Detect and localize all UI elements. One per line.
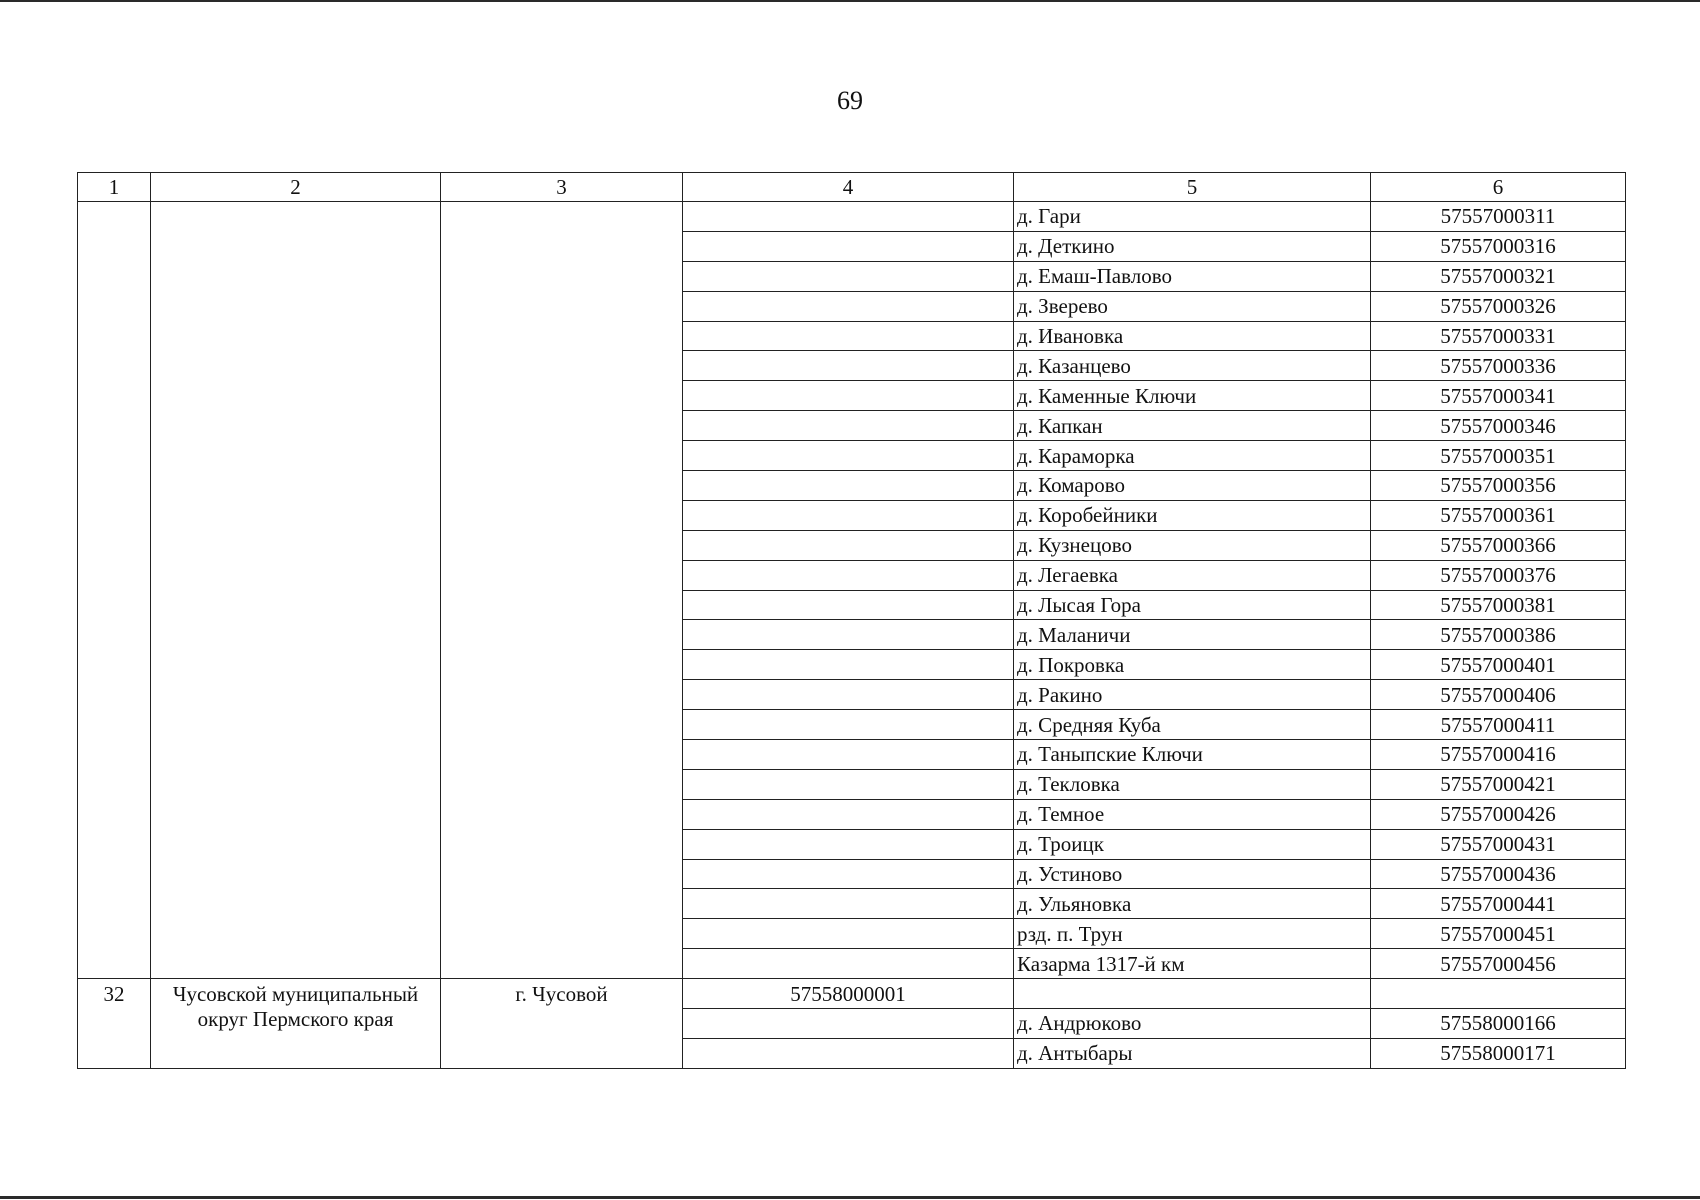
settlement-name: д. Ульяновка — [1014, 889, 1371, 919]
oktmo-center-cell — [683, 740, 1014, 770]
continued-col-2 — [151, 202, 441, 979]
district-center-code: 57558000001 — [683, 979, 1014, 1009]
settlement-name: д. Текловка — [1014, 769, 1371, 799]
settlement-name: д. Гари — [1014, 202, 1371, 232]
continued-col-3 — [441, 202, 683, 979]
settlement-code: 57557000316 — [1371, 231, 1626, 261]
settlement-name: д. Легаевка — [1014, 560, 1371, 590]
settlement-name: д. Каменные Ключи — [1014, 381, 1371, 411]
oktmo-center-cell — [683, 1038, 1014, 1068]
header-col-5: 5 — [1014, 173, 1371, 202]
header-col-1: 1 — [78, 173, 151, 202]
settlement-code: 57557000436 — [1371, 859, 1626, 889]
settlement-name: д. Троицк — [1014, 829, 1371, 859]
district-number: 32 — [78, 979, 151, 1069]
district-center: г. Чусовой — [441, 979, 683, 1069]
header-col-4: 4 — [683, 173, 1014, 202]
settlement-code: 57557000456 — [1371, 949, 1626, 979]
settlement-code: 57557000361 — [1371, 500, 1626, 530]
settlement-name — [1014, 979, 1371, 1009]
settlement-code: 57557000366 — [1371, 530, 1626, 560]
settlement-name: д. Андрюково — [1014, 1009, 1371, 1039]
oktmo-center-cell — [683, 590, 1014, 620]
settlement-code — [1371, 979, 1626, 1009]
settlement-name: д. Ивановка — [1014, 321, 1371, 351]
settlement-code: 57557000416 — [1371, 740, 1626, 770]
settlement-code: 57557000381 — [1371, 590, 1626, 620]
settlement-code: 57557000356 — [1371, 471, 1626, 501]
settlement-name: д. Капкан — [1014, 411, 1371, 441]
settlement-code: 57557000401 — [1371, 650, 1626, 680]
oktmo-center-cell — [683, 620, 1014, 650]
settlement-code: 57557000331 — [1371, 321, 1626, 351]
oktmo-center-cell — [683, 560, 1014, 590]
settlement-code: 57557000431 — [1371, 829, 1626, 859]
scan-edge-bottom — [0, 1196, 1700, 1199]
settlement-code: 57558000166 — [1371, 1009, 1626, 1039]
oktmo-center-cell — [683, 919, 1014, 949]
oktmo-center-cell — [683, 769, 1014, 799]
settlement-code: 57558000171 — [1371, 1038, 1626, 1068]
settlement-code: 57557000321 — [1371, 261, 1626, 291]
table-body — [78, 202, 1626, 1069]
oktmo-center-cell — [683, 680, 1014, 710]
header-col-3: 3 — [441, 173, 683, 202]
table-row — [78, 202, 1626, 232]
settlement-name: д. Таныпские Ключи — [1014, 740, 1371, 770]
settlement-name: д. Емаш-Павлово — [1014, 261, 1371, 291]
scan-edge-top — [0, 0, 1700, 2]
settlement-name: д. Деткино — [1014, 231, 1371, 261]
settlement-code: 57557000336 — [1371, 351, 1626, 381]
oktmo-center-cell — [683, 411, 1014, 441]
oktmo-center-cell — [683, 710, 1014, 740]
settlement-name: д. Покровка — [1014, 650, 1371, 680]
settlement-name: Казарма 1317-й км — [1014, 949, 1371, 979]
oktmo-center-cell — [683, 949, 1014, 979]
oktmo-center-cell — [683, 321, 1014, 351]
settlement-name: д. Средняя Куба — [1014, 710, 1371, 740]
settlement-name: д. Темное — [1014, 799, 1371, 829]
settlement-code: 57557000386 — [1371, 620, 1626, 650]
oktmo-center-cell — [683, 829, 1014, 859]
settlement-name: рзд. п. Трун — [1014, 919, 1371, 949]
oktmo-center-cell — [683, 799, 1014, 829]
oktmo-center-cell — [683, 471, 1014, 501]
settlement-code: 57557000411 — [1371, 710, 1626, 740]
district-name: Чусовской муниципальный округ Пермского края — [151, 979, 441, 1069]
settlement-code: 57557000311 — [1371, 202, 1626, 232]
oktmo-center-cell — [683, 859, 1014, 889]
oktmo-center-cell — [683, 231, 1014, 261]
settlement-code: 57557000341 — [1371, 381, 1626, 411]
settlement-code: 57557000376 — [1371, 560, 1626, 590]
settlement-name: д. Антыбары — [1014, 1038, 1371, 1068]
settlement-register-table — [77, 172, 1626, 1069]
oktmo-center-cell — [683, 1009, 1014, 1039]
oktmo-center-cell — [683, 202, 1014, 232]
settlement-name: д. Коробейники — [1014, 500, 1371, 530]
oktmo-center-cell — [683, 351, 1014, 381]
settlement-code: 57557000346 — [1371, 411, 1626, 441]
settlement-code: 57557000421 — [1371, 769, 1626, 799]
oktmo-center-cell — [683, 530, 1014, 560]
oktmo-center-cell — [683, 261, 1014, 291]
settlement-code: 57557000441 — [1371, 889, 1626, 919]
oktmo-center-cell — [683, 650, 1014, 680]
settlement-name: д. Кузнецово — [1014, 530, 1371, 560]
settlement-name: д. Казанцево — [1014, 351, 1371, 381]
settlement-code: 57557000351 — [1371, 441, 1626, 471]
settlement-name: д. Лысая Гора — [1014, 590, 1371, 620]
settlement-name: д. Маланичи — [1014, 620, 1371, 650]
settlement-code: 57557000451 — [1371, 919, 1626, 949]
settlement-name: д. Устиново — [1014, 859, 1371, 889]
settlement-name: д. Караморка — [1014, 441, 1371, 471]
oktmo-center-cell — [683, 500, 1014, 530]
header-row — [78, 173, 1626, 202]
page-number: 69 — [837, 86, 863, 115]
header-col-2: 2 — [151, 173, 441, 202]
settlement-code: 57557000426 — [1371, 799, 1626, 829]
settlement-name: д. Зверево — [1014, 291, 1371, 321]
oktmo-center-cell — [683, 889, 1014, 919]
settlement-name: д. Ракино — [1014, 680, 1371, 710]
header-col-6: 6 — [1371, 173, 1626, 202]
settlement-code: 57557000326 — [1371, 291, 1626, 321]
oktmo-center-cell — [683, 291, 1014, 321]
oktmo-center-cell — [683, 441, 1014, 471]
district-row — [78, 979, 1626, 1009]
continued-col-1 — [78, 202, 151, 979]
settlement-code: 57557000406 — [1371, 680, 1626, 710]
oktmo-center-cell — [683, 381, 1014, 411]
settlement-name: д. Комарово — [1014, 471, 1371, 501]
